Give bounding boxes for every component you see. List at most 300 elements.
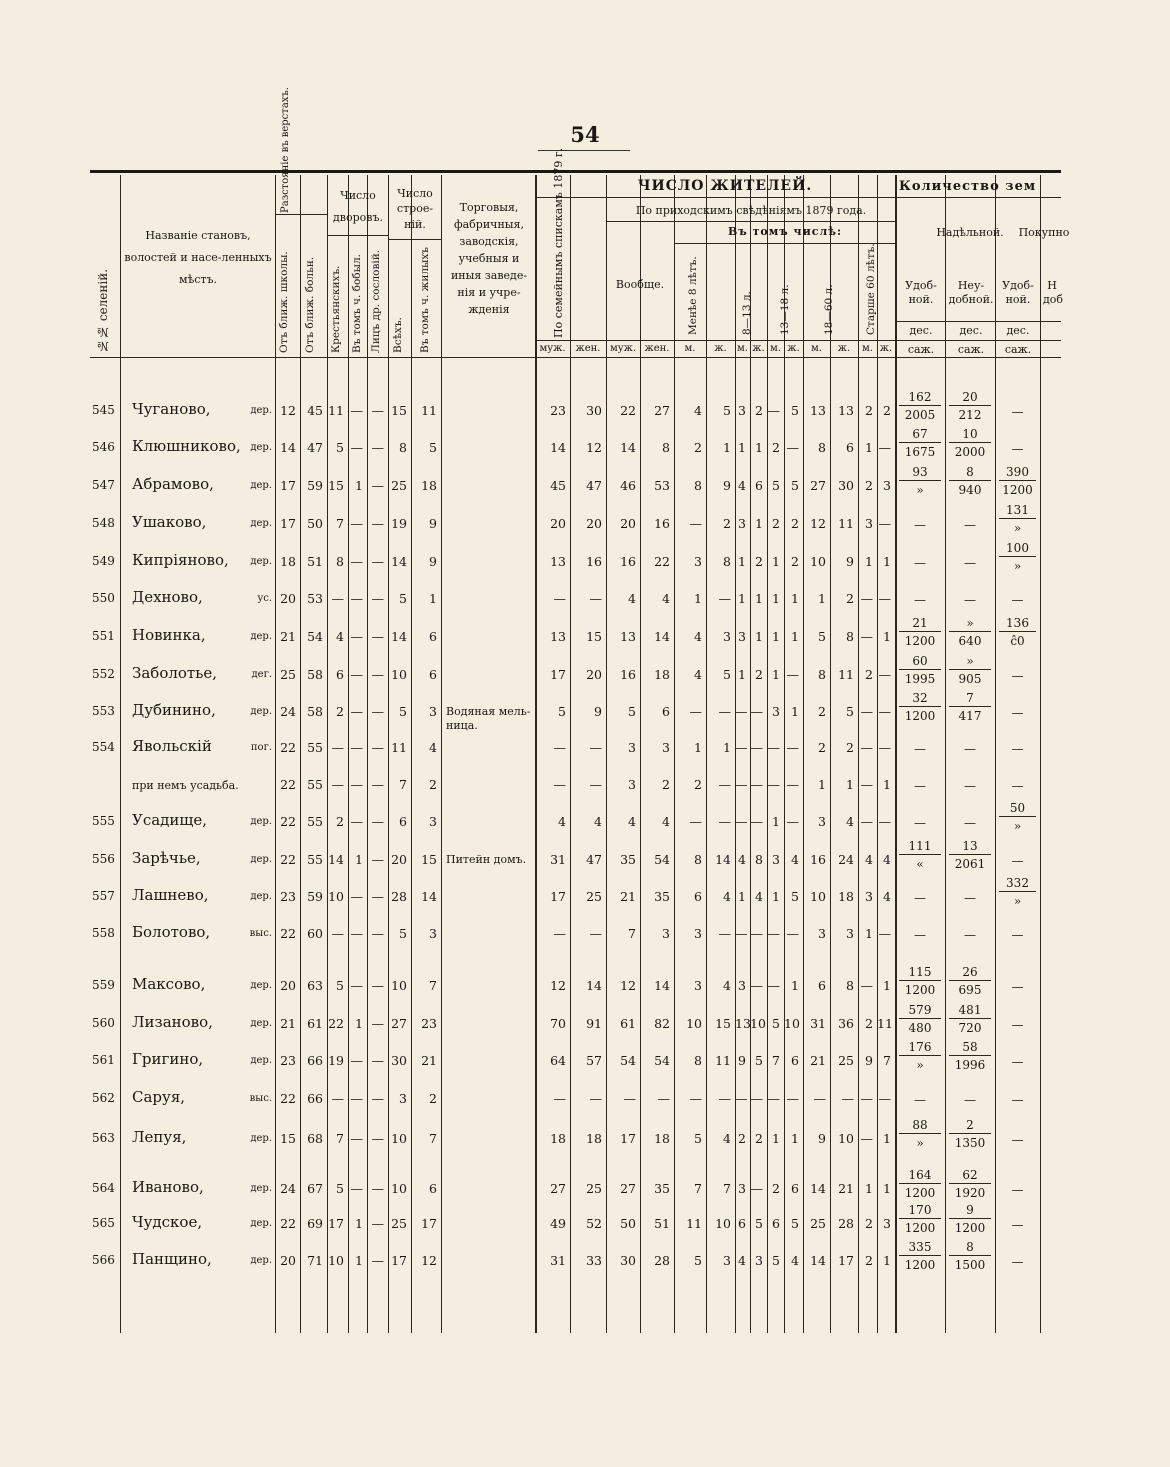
cell-purchased-arable: [995, 616, 1040, 648]
cell-pm: 12: [620, 978, 636, 993]
fraction-top: —: [964, 779, 976, 793]
cell-a4f: 8: [846, 629, 854, 644]
fraction-top: —: [1011, 1093, 1024, 1107]
cell-a3m: 5: [772, 1253, 780, 1268]
cell-d2: 54: [307, 629, 323, 644]
fraction-bar: [899, 706, 941, 707]
settlement-number: 556: [92, 852, 115, 866]
cell-y1: 17: [328, 1216, 344, 1231]
header-by-family: По семейнымъ спискамъ 1879 г.: [552, 147, 565, 338]
header-distance: Разстояніе въ верстахъ.: [280, 87, 291, 213]
cell-d1: 20: [280, 591, 296, 606]
fraction-top: 481: [958, 1003, 982, 1017]
cell-d1: 22: [280, 777, 296, 792]
cell-y1: —: [331, 740, 344, 755]
cell-a3f: 5: [791, 403, 799, 418]
cell-a4m: 27: [810, 478, 826, 493]
cell-a3m: 2: [772, 516, 780, 531]
cell-a3f: 10: [784, 1016, 800, 1031]
cell-b1: 14: [391, 629, 407, 644]
fraction-bar: [949, 405, 991, 406]
cell-purchased-arable: [995, 854, 1040, 868]
cell-allot-arable: [895, 779, 945, 793]
fraction-top: —: [1011, 1055, 1024, 1069]
header-f: ж.: [879, 343, 893, 354]
cell-a3f: 1: [791, 1131, 799, 1146]
cell-a4f: 13: [838, 403, 854, 418]
buildings-rule: [388, 239, 441, 240]
land-rule: [895, 197, 1061, 198]
cell-b1: 19: [391, 516, 407, 531]
settlement-name: Панщино,: [132, 1250, 212, 1268]
settlement-name: Саруя,: [132, 1088, 186, 1106]
fraction-bar: [949, 631, 991, 632]
cell-b1: 11: [391, 740, 407, 755]
cell-purchased-arable: [995, 779, 1040, 793]
cell-a2m: 4: [738, 478, 746, 493]
cell-allot-nonarable: [945, 616, 995, 648]
cell-b2: 4: [429, 740, 437, 755]
cell-fm: —: [553, 1091, 566, 1106]
fraction-bottom: »: [1013, 559, 1022, 573]
cell-a2m: 3: [738, 978, 746, 993]
fraction-bar: [899, 669, 941, 670]
cell-allot-nonarable: [945, 1203, 995, 1235]
settlement-kind: дер.: [250, 1018, 272, 1029]
settlement-kind: ус.: [257, 593, 272, 604]
cell-d2: 55: [307, 814, 323, 829]
cell-a5f: 11: [877, 1016, 893, 1031]
cell-fm: 31: [550, 1253, 566, 1268]
cell-d2: 67: [307, 1181, 323, 1196]
header-m: м.: [862, 343, 873, 354]
cell-y1: 14: [328, 852, 344, 867]
cell-d1: 25: [280, 667, 296, 682]
cell-a3m: 1: [772, 814, 780, 829]
cell-a4f: 2: [846, 591, 854, 606]
cell-b1: 25: [391, 1216, 407, 1231]
fraction-bottom: 720: [958, 1021, 982, 1035]
cell-pf: 14: [654, 978, 670, 993]
cell-y2: —: [350, 889, 363, 904]
fraction-bar: [949, 1218, 991, 1219]
cell-a1f: 4: [723, 1131, 731, 1146]
fraction-top: 111: [908, 839, 932, 853]
cell-pm: 3: [628, 777, 636, 792]
cell-pm: 16: [620, 667, 636, 682]
cell-a1m: 4: [694, 403, 702, 418]
cell-a4f: 8: [846, 978, 854, 993]
settlement-name: Дубинино,: [132, 701, 216, 719]
cell-a4f: 24: [838, 852, 854, 867]
cell-b2: 17: [421, 1216, 437, 1231]
cell-allot-arable: [895, 616, 945, 648]
settlement-name: Лашнево,: [132, 886, 209, 904]
cell-pf: 14: [654, 629, 670, 644]
cell-a4f: 18: [838, 889, 854, 904]
cell-a4f: 36: [838, 1016, 854, 1031]
fraction-bar: [949, 1018, 991, 1019]
fraction-top: —: [964, 742, 976, 756]
settlement-name: Усадище,: [132, 811, 208, 829]
cell-allot-arable: [895, 1003, 945, 1035]
cell-ff: 52: [586, 1216, 602, 1231]
cell-a2m: 9: [738, 1053, 746, 1068]
cell-y3: —: [371, 629, 384, 644]
fraction-top: —: [1011, 928, 1024, 942]
settlement-number: 557: [92, 889, 115, 903]
settlement-number: 564: [92, 1181, 115, 1195]
fraction-top: 26: [962, 965, 978, 979]
cell-a2f: 2: [755, 1131, 763, 1146]
cell-pf: 8: [662, 440, 670, 455]
cell-fm: 5: [558, 704, 566, 719]
cell-a4f: 4: [846, 814, 854, 829]
cell-d1: 22: [280, 740, 296, 755]
fraction-bottom: 940: [958, 483, 982, 497]
cell-d2: 53: [307, 591, 323, 606]
fraction-bottom: 1350: [954, 1136, 986, 1150]
cell-y1: 5: [336, 1181, 344, 1196]
header-female: жен.: [644, 343, 670, 354]
cell-y1: 22: [328, 1016, 344, 1031]
cell-a2f: 3: [755, 1253, 763, 1268]
cell-a1m: 8: [694, 852, 702, 867]
fraction-top: —: [964, 816, 976, 830]
cell-fm: 64: [550, 1053, 566, 1068]
cell-b1: 7: [399, 777, 407, 792]
cell-a2f: 2: [755, 667, 763, 682]
cell-allot-nonarable: [945, 742, 995, 756]
settlement-name: Лепуя,: [132, 1128, 187, 1146]
cell-pf: 3: [662, 926, 670, 941]
cell-a2f: —: [750, 1091, 763, 1106]
cell-a1m: 11: [686, 1216, 702, 1231]
cell-purchased-arable: [995, 1055, 1040, 1069]
header-f: ж.: [787, 343, 800, 354]
cell-b1: 28: [391, 889, 407, 904]
header-f: ж.: [752, 343, 765, 354]
cell-a2f: 4: [755, 889, 763, 904]
cell-y3: —: [371, 1181, 384, 1196]
cell-allot-arable: [895, 691, 945, 723]
fraction-top: 131: [1006, 503, 1029, 517]
fraction-top: —: [1011, 1218, 1024, 1232]
cell-pm: 3: [628, 740, 636, 755]
cell-a2f: —: [750, 978, 763, 993]
cell-y2: 1: [355, 478, 363, 493]
cell-a1m: —: [689, 704, 702, 719]
cell-y3: —: [371, 667, 384, 682]
yards-rule: [327, 235, 388, 236]
fraction-top: 332: [1006, 876, 1029, 890]
cell-y3: —: [371, 777, 384, 792]
cell-allot-nonarable: [945, 1118, 995, 1150]
cell-a3f: 5: [791, 1216, 799, 1231]
cell-a1m: —: [689, 814, 702, 829]
fraction-top: —: [964, 556, 976, 570]
fraction-top: 176: [908, 1040, 932, 1054]
header-arable: Удоб-ной.: [905, 279, 937, 307]
cell-a4m: 8: [818, 440, 826, 455]
cell-allot-nonarable: [945, 965, 995, 997]
fraction-bar: [949, 980, 991, 981]
cell-b2: 7: [429, 1131, 437, 1146]
fraction-top: 2: [966, 1118, 974, 1132]
fraction-bottom: «: [916, 857, 924, 871]
fraction-top: 62: [962, 1168, 978, 1182]
fraction-bar: [949, 854, 991, 855]
cell-a2m: 1: [738, 591, 746, 606]
fraction-bar: [899, 442, 941, 443]
cell-a2f: —: [750, 704, 763, 719]
cell-b1: 10: [391, 667, 407, 682]
fraction-bottom: 480: [908, 1021, 932, 1035]
cell-a1f: 1: [723, 440, 731, 455]
cell-a4m: 5: [818, 629, 826, 644]
cell-ff: —: [589, 926, 602, 941]
cell-trade: Водяная мель-ница.: [446, 705, 531, 732]
fraction-top: 58: [962, 1040, 978, 1054]
cell-a3f: —: [786, 777, 799, 792]
cell-a1f: —: [718, 814, 731, 829]
cell-a1m: 6: [694, 889, 702, 904]
cell-y1: 6: [336, 667, 344, 682]
cell-d1: 22: [280, 926, 296, 941]
cell-a5m: 4: [865, 852, 873, 867]
cell-pf: 28: [654, 1253, 670, 1268]
cell-b2: 14: [421, 889, 437, 904]
cell-b1: 5: [399, 704, 407, 719]
cell-a5m: 1: [865, 926, 873, 941]
cell-a5m: 2: [865, 1016, 873, 1031]
cell-a3f: 1: [791, 629, 799, 644]
cell-a4f: 25: [838, 1053, 854, 1068]
cell-a4m: 16: [810, 852, 826, 867]
cell-fm: —: [553, 777, 566, 792]
cell-y2: —: [350, 667, 363, 682]
cell-d1: 24: [280, 1181, 296, 1196]
fraction-bar: [999, 631, 1036, 632]
cell-pf: 82: [654, 1016, 670, 1031]
settlement-name: Новинка,: [132, 626, 206, 644]
fraction-bar: [999, 816, 1036, 817]
fraction-top: 164: [908, 1168, 932, 1182]
cell-y1: 7: [336, 1131, 344, 1146]
cell-a4f: 28: [838, 1216, 854, 1231]
cell-a1f: 2: [723, 516, 731, 531]
cell-allot-arable: [895, 654, 945, 686]
cell-y1: —: [331, 1091, 344, 1106]
cell-allot-nonarable: [945, 556, 995, 570]
cell-a4f: 11: [838, 667, 854, 682]
cell-a5m: 2: [865, 403, 873, 418]
cell-a3m: 2: [772, 1181, 780, 1196]
age-groups-rule: [674, 243, 895, 244]
fraction-top: 10: [962, 427, 978, 441]
cell-a1f: —: [718, 704, 731, 719]
fraction-bottom: 212: [958, 408, 982, 422]
cell-purchased-arable: [995, 442, 1040, 456]
fraction-bar: [899, 1218, 941, 1219]
fraction-top: 67: [912, 427, 928, 441]
fraction-top: 100: [1006, 541, 1029, 555]
header-m: м.: [811, 343, 822, 354]
cell-a2f: —: [750, 740, 763, 755]
cell-y3: —: [371, 403, 384, 418]
cell-a3m: 2: [772, 440, 780, 455]
cell-y2: 1: [355, 852, 363, 867]
cell-a2m: —: [735, 926, 748, 941]
settlement-name: Клюшниково,: [132, 437, 241, 455]
cell-a5f: 3: [883, 478, 891, 493]
cell-a5f: —: [878, 704, 891, 719]
cell-a3f: 5: [791, 478, 799, 493]
fraction-bar: [949, 480, 991, 481]
cell-fm: 13: [550, 554, 566, 569]
cell-d2: 59: [307, 478, 323, 493]
cell-a5m: —: [860, 978, 873, 993]
settlement-name: Зарѣчье,: [132, 849, 201, 867]
cell-a5m: 1: [865, 554, 873, 569]
header-total: Вообще.: [615, 278, 665, 291]
fraction-top: 9: [966, 1203, 974, 1217]
cell-y1: 10: [328, 1253, 344, 1268]
cell-allot-nonarable: [945, 1240, 995, 1272]
parish-rule: [606, 221, 895, 222]
cell-a2m: 3: [738, 629, 746, 644]
units-rule: [535, 340, 1061, 341]
header-col-name: Названіе становъ, волостей и насе-ленныхъ мѣстъ.: [124, 229, 272, 286]
cell-purchased-arable: [995, 541, 1040, 573]
fraction-bar: [899, 980, 941, 981]
cell-pm: 21: [620, 889, 636, 904]
cell-a1m: 4: [694, 629, 702, 644]
cell-pf: —: [657, 1091, 670, 1106]
cell-pm: 27: [620, 1181, 636, 1196]
fraction-top: »: [966, 616, 974, 630]
cell-d2: 58: [307, 667, 323, 682]
cell-purchased-arable: [995, 669, 1040, 683]
cell-pf: 22: [654, 554, 670, 569]
cell-a4f: 30: [838, 478, 854, 493]
settlement-number: 548: [92, 516, 115, 530]
cell-purchased-arable: [995, 1218, 1040, 1232]
cell-y3: —: [371, 1253, 384, 1268]
cell-y1: 10: [328, 889, 344, 904]
cell-d1: 23: [280, 1053, 296, 1068]
cell-y1: —: [331, 777, 344, 792]
cell-b2: 23: [421, 1016, 437, 1031]
cell-a4f: 2: [846, 740, 854, 755]
cell-a2m: 1: [738, 889, 746, 904]
cell-allot-nonarable: [945, 779, 995, 793]
cell-a1m: —: [689, 516, 702, 531]
fraction-bottom: 2005: [904, 408, 936, 422]
fraction-bar: [899, 1255, 941, 1256]
settlement-number: 545: [92, 403, 115, 417]
fraction-bottom: 417: [958, 709, 982, 723]
column-rule: [120, 175, 121, 1333]
fraction-top: —: [914, 779, 926, 793]
cell-a2f: 5: [755, 1053, 763, 1068]
cell-y1: —: [331, 926, 344, 941]
fraction-bottom: »: [916, 483, 924, 497]
cell-a3f: 6: [791, 1053, 799, 1068]
cell-y2: 1: [355, 1016, 363, 1031]
fraction-top: —: [1011, 1255, 1024, 1269]
cell-d2: 58: [307, 704, 323, 719]
cell-a2f: —: [750, 926, 763, 941]
cell-a2f: 1: [755, 440, 763, 455]
cell-d1: 21: [280, 629, 296, 644]
header-yards: Число дворовъ.: [333, 189, 383, 224]
header-m: м.: [684, 343, 696, 354]
cell-a5f: —: [878, 667, 891, 682]
settlement-name: Чудское,: [132, 1213, 203, 1231]
cell-d2: 59: [307, 889, 323, 904]
cell-a4m: 10: [810, 554, 826, 569]
cell-pm: 35: [620, 852, 636, 867]
cell-b1: 27: [391, 1016, 407, 1031]
settlement-number: 554: [92, 740, 115, 754]
header-yards-peasant: Крестьянскихъ.: [330, 265, 342, 353]
cell-allot-nonarable: [945, 891, 995, 905]
settlement-number: 550: [92, 591, 115, 605]
cell-a1f: —: [718, 1091, 731, 1106]
cell-pf: 27: [654, 403, 670, 418]
cell-a3f: 2: [791, 554, 799, 569]
cell-a1m: 2: [694, 440, 702, 455]
cell-purchased-arable: [995, 1018, 1040, 1032]
cell-a5f: 1: [883, 554, 891, 569]
header-purchased: Покупно: [1018, 226, 1070, 239]
cell-a3f: —: [786, 926, 799, 941]
settlement-number: 563: [92, 1131, 115, 1145]
header-age-8-13: 8—13 л.: [741, 291, 753, 335]
settlement-kind: дег.: [251, 669, 272, 680]
cell-a2m: 1: [738, 667, 746, 682]
settlement-kind: дер.: [250, 706, 272, 717]
cell-pm: 4: [628, 591, 636, 606]
cell-a4m: 9: [818, 1131, 826, 1146]
fraction-top: —: [914, 816, 926, 830]
cell-allot-nonarable: [945, 593, 995, 607]
cell-a1f: 3: [723, 629, 731, 644]
header-population: ЧИСЛО ЖИТЕЛЕЙ.: [637, 178, 813, 194]
fraction-bar: [899, 1055, 941, 1056]
cell-a3m: 1: [772, 591, 780, 606]
cell-fm: —: [553, 740, 566, 755]
header-unit-saz: саж.: [907, 343, 935, 356]
fraction-bottom: 640: [958, 634, 982, 648]
cell-a2f: 2: [755, 554, 763, 569]
cell-a3m: 5: [772, 478, 780, 493]
header-cut: Н доб: [1043, 279, 1064, 307]
cell-a5m: 1: [865, 440, 873, 455]
cell-pm: 16: [620, 554, 636, 569]
fraction-top: —: [964, 593, 976, 607]
cell-ff: 18: [586, 1131, 602, 1146]
cell-pf: 18: [654, 1131, 670, 1146]
settlement-name: Заболотье,: [132, 664, 218, 682]
cell-a5f: 4: [883, 889, 891, 904]
cell-d2: 66: [307, 1053, 323, 1068]
cell-pm: 5: [628, 704, 636, 719]
cell-a5m: —: [860, 704, 873, 719]
cell-a2m: 3: [738, 403, 746, 418]
header-female: жен.: [575, 343, 601, 354]
